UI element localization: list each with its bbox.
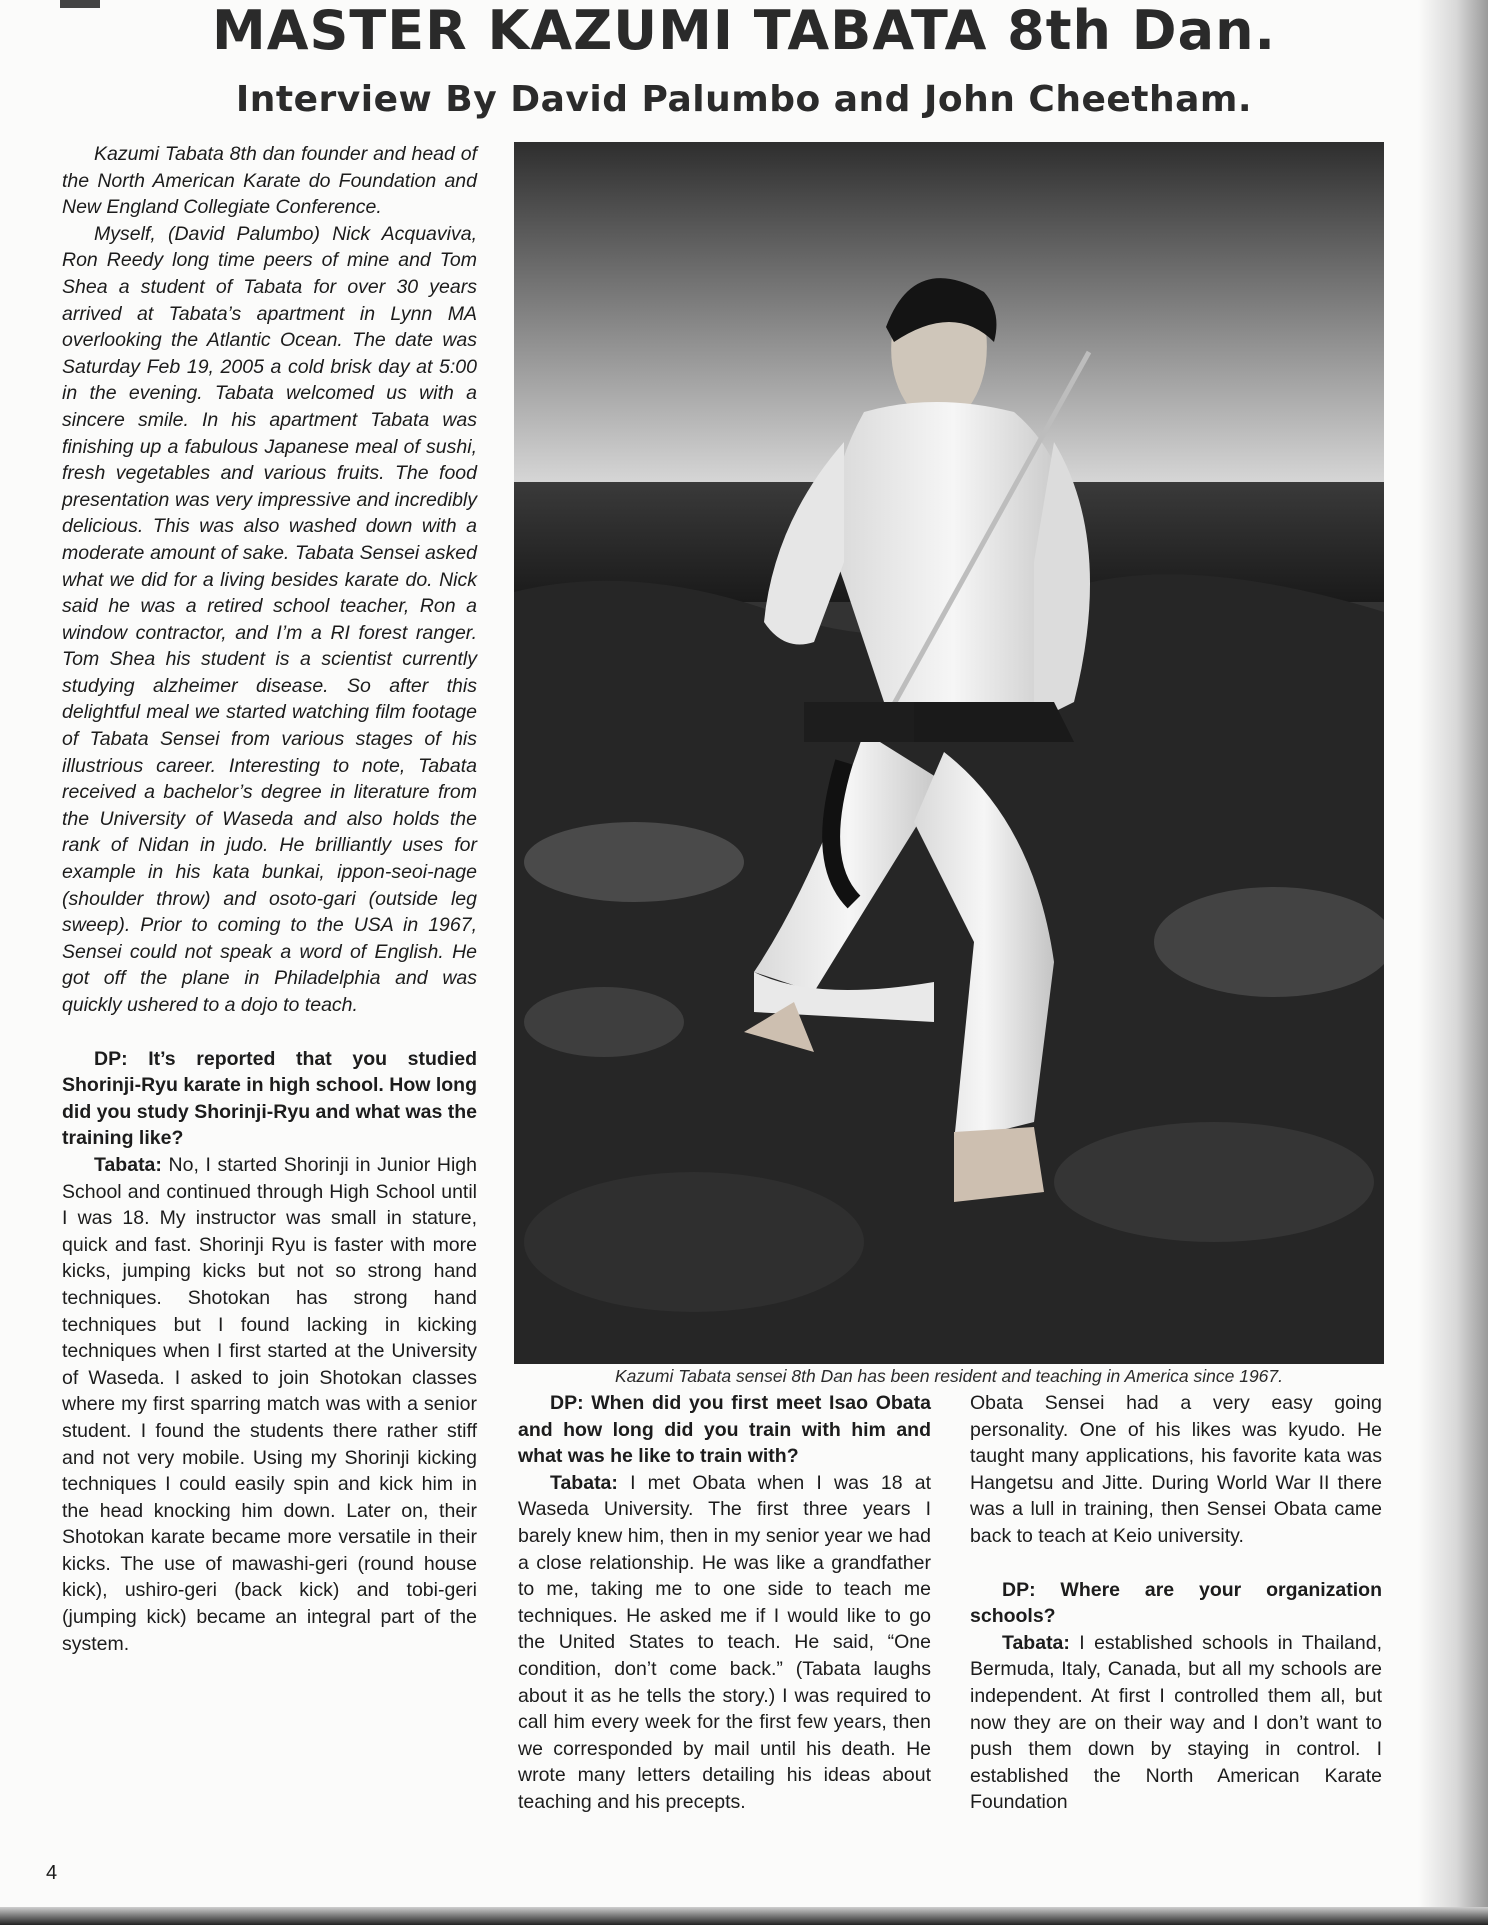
right-column: [970, 1390, 1382, 1816]
left-column: [62, 141, 477, 1657]
middle-column: [518, 1390, 931, 1816]
interview-question: DP: Where are your organization schools?: [970, 1578, 1382, 1628]
interview-question: DP: It’s reported that you studied Shorinji-Ryu karate in high school. How long did you study Shorinji-Ryu and what was the training like?: [62, 1047, 477, 1150]
page-binding-shadow: [1418, 0, 1488, 1925]
photo-caption: Kazumi Tabata sensei 8th Dan has been resident and teaching in America since 1967.: [614, 1366, 1284, 1386]
intro-paragraph: Kazumi Tabata 8th dan founder and head of the North American Karate do Foundation and New England Collegiate Conference.: [62, 143, 477, 219]
article-title: MASTER KAZUMI TABATA 8th Dan.: [211, 0, 1277, 62]
interview-question: DP: When did you first meet Isao Obata and how long did you train with him and what was he like to train with?: [518, 1392, 931, 1468]
karate-photo: [514, 142, 1384, 1364]
speaker-label: Tabata:: [1002, 1631, 1070, 1654]
continued-paragraph: Obata Sensei had a very easy going personality. One of his likes was kyudo. He taught many applications, his favorite kata was Hangetsu and Jitte. During World War II there was a lull in training, then Sensei Obata came back to teach at Keio university.: [970, 1392, 1382, 1547]
article-subtitle: Interview By David Palumbo and John Cheetham.: [235, 79, 1253, 120]
interview-answer: [62, 1152, 477, 1657]
photo-illustration: [514, 142, 1384, 1364]
interview-answer: [518, 1470, 931, 1816]
speaker-label: Tabata:: [94, 1153, 162, 1176]
speaker-label: Tabata:: [550, 1471, 618, 1494]
answer-text: I met Obata when I was 18 at Waseda University. The first three years I barely knew him, then in my senior year we had a close relationship. He was like a grandfather to me, taking me to one side to teach me techniques. He asked me if I would like to go the United States to teach. He said, “One condition, don’t come back.” (Tabata laughs about it as he tells the story.) I was required to call him every week for the first few years, then we corresponded by mail until his death. He wrote many letters detailing his ideas about teaching and his precepts.: [518, 1471, 931, 1813]
interview-answer: [970, 1630, 1382, 1816]
answer-text: No, I started Shorinji in Junior High School and continued through High School until I was 18. My instructor was small in stature, quick and fast. Shorinji Ryu is faster with more kicks, jumping kicks but not so strong hand techniques. Shotokan has strong hand techniques but I found lacking in kicking techniques when I first started at the University of Waseda. I asked to join Shotokan classes where my first sparring match was with a senior student. I found the students there rather stiff and not very mobile. Using my Shorinji kicking techniques I could easily spin and kick him in the head knocking him down. Later on, their Shotokan karate became more versatile in their kicks. The use of mawashi-geri (round house kick), ushiro-geri (back kick) and tobi-geri (jumping kick) became an integral part of the system.: [62, 1153, 477, 1655]
page-bottom-edge: [0, 1907, 1488, 1925]
page-number: 4: [46, 1862, 58, 1884]
intro-paragraph: Myself, (David Palumbo) Nick Acquaviva, Ron Reedy long time peers of mine and Tom Shea a student of Tabata for over 30 years arrived at Tabata’s apartment in Lynn MA overlooking the Atlantic Ocean. The date was Saturday Feb 19, 2005 a cold brisk day at 5:00 in the evening. Tabata welcomed us with a sincere smile. In his apartment Tabata was finishing up a fabulous Japanese meal of sushi, fresh vegetables and various fruits. The food presentation was very impressive and incredibly delicious. This was also washed down with a moderate amount of sake. Tabata Sensei asked what we did for a living besides karate do. Nick said he was a retired school teacher, Ron a window contractor, and I’m a RI forest ranger. Tom Shea his student is a scientist currently studying alzheimer disease. So after this delightful meal we started watching film footage of Tabata Sensei from various stages of his illustrious career. Interesting to note, Tabata received a bachelor’s degree in literature from the University of Waseda and also holds the rank of Nidan in judo. He brilliantly uses for example in his kata bunkai, ippon-seoi-nage (shoulder throw) and osoto-gari (outside leg sweep). Prior to coming to the USA in 1967, Sensei could not speak a word of English. He got off the plane in Philadelphia and was quickly ushered to a dojo to teach.: [62, 222, 477, 1016]
answer-text: I established schools in Thailand, Bermuda, Italy, Canada, but all my schools are independent. At first I controlled them all, but now they are on their way and I don’t want to push them down by staying in control. I established the North American Karate Foundation: [970, 1631, 1382, 1814]
